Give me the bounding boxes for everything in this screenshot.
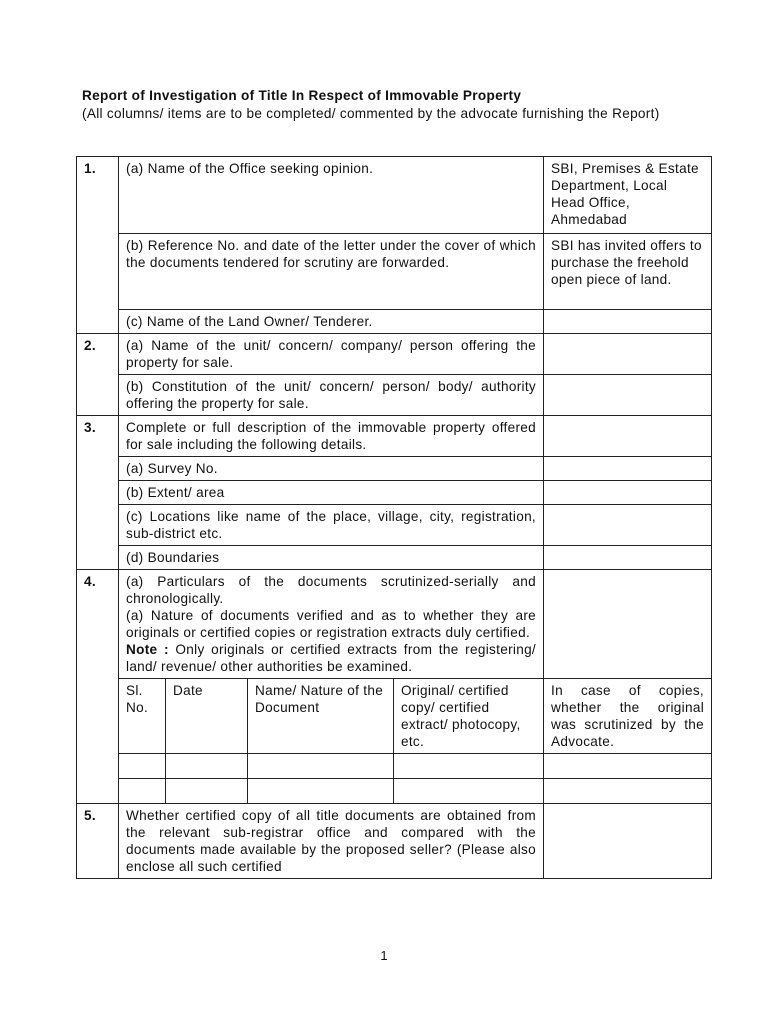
- report-title: Report of Investigation of Title In Respect of Immovable Property: [82, 88, 522, 103]
- row-2a-label: (a) Name of the unit/ concern/ company/ person offering the property for sale.: [119, 334, 544, 375]
- page-number: 1: [380, 948, 388, 963]
- col-header-name: Name/ Nature of the Document: [248, 679, 394, 754]
- row-4-line2: (a) Nature of documents verified and as to whether they are originals or certified copies or registration extracts duly certified.: [126, 608, 537, 640]
- row-1a: [77, 157, 712, 234]
- row-4-particulars-label: [119, 570, 544, 679]
- col-header-copies: In case of copies, whether the original was scrutinized by the Advocate.: [544, 679, 712, 754]
- blank-cell: [248, 779, 394, 804]
- row-3b: [77, 481, 712, 505]
- row-3b-value: [544, 481, 712, 505]
- row-3-intro: [77, 416, 712, 457]
- row-3a: [77, 457, 712, 481]
- blank-cell: [544, 754, 712, 779]
- row-1a-label: (a) Name of the Office seeking opinion.: [119, 157, 544, 234]
- row-2b: [77, 375, 712, 416]
- row-3-intro-value: [544, 416, 712, 457]
- row-3d-value: [544, 546, 712, 570]
- row-5-number: 5.: [77, 804, 119, 879]
- row-3c-label: (c) Locations like name of the place, village, city, registration, sub-district etc.: [119, 505, 544, 546]
- row-1b-label: (b) Reference No. and date of the letter under the cover of which the documents tendered for scrutiny are forwarded.: [119, 234, 544, 310]
- row-2a: [77, 334, 712, 375]
- row-4-column-headers: [77, 679, 712, 754]
- row-3c: [77, 505, 712, 546]
- row-4-blank-1: [77, 754, 712, 779]
- col-header-original: Original/ certified copy/ certified extract/ photocopy, etc.: [394, 679, 544, 754]
- row-4-line1: (a) Particulars of the documents scrutinized-serially and chronologically.: [126, 574, 537, 606]
- report-header: [82, 87, 722, 123]
- row-3a-label: (a) Survey No.: [119, 457, 544, 481]
- row-1c-label: (c) Name of the Land Owner/ Tenderer.: [119, 310, 544, 334]
- blank-cell: [394, 779, 544, 804]
- row-1b: [77, 234, 712, 310]
- row-4-particulars-value: [544, 570, 712, 679]
- row-5: [77, 804, 712, 879]
- row-4-note-text: Only originals or certified extracts from the registering/ land/ revenue/ other authorities be examined.: [126, 642, 537, 674]
- col-header-sl: Sl. No.: [119, 679, 166, 754]
- row-1c-value: [544, 310, 712, 334]
- report-table: [76, 156, 712, 879]
- row-3d: [77, 546, 712, 570]
- row-2b-label: (b) Constitution of the unit/ concern/ person/ body/ authority offering the property for sale.: [119, 375, 544, 416]
- row-2-number: 2.: [77, 334, 119, 416]
- row-4-blank-2: [77, 779, 712, 804]
- blank-cell: [394, 754, 544, 779]
- row-1b-value: SBI has invited offers to purchase the freehold open piece of land.: [544, 234, 712, 310]
- row-3a-value: [544, 457, 712, 481]
- blank-cell: [166, 779, 248, 804]
- row-2b-value: [544, 375, 712, 416]
- row-1-number: 1.: [77, 157, 119, 334]
- row-4-number: 4.: [77, 570, 119, 804]
- blank-cell: [248, 754, 394, 779]
- row-3d-label: (d) Boundaries: [119, 546, 544, 570]
- row-3b-label: (b) Extent/ area: [119, 481, 544, 505]
- report-subtitle: (All columns/ items are to be completed/ commented by the advocate furnishing the Report): [82, 106, 660, 121]
- blank-cell: [119, 754, 166, 779]
- row-1a-value: SBI, Premises & Estate Department, Local Head Office, Ahmedabad: [544, 157, 712, 234]
- row-3c-value: [544, 505, 712, 546]
- blank-cell: [166, 754, 248, 779]
- row-4-note-label: Note :: [126, 642, 169, 657]
- row-2a-value: [544, 334, 712, 375]
- col-header-date: Date: [166, 679, 248, 754]
- row-1c: [77, 310, 712, 334]
- row-3-intro-label: Complete or full description of the immovable property offered for sale including the following details.: [119, 416, 544, 457]
- blank-cell: [544, 779, 712, 804]
- row-4-particulars: [77, 570, 712, 679]
- row-5-value: [544, 804, 712, 879]
- blank-cell: [119, 779, 166, 804]
- row-4-note: [126, 641, 536, 675]
- row-5-label: Whether certified copy of all title documents are obtained from the relevant sub-registrar office and compared with the documents made available by the proposed seller? (Please also enclose all such certified: [119, 804, 544, 879]
- row-3-number: 3.: [77, 416, 119, 570]
